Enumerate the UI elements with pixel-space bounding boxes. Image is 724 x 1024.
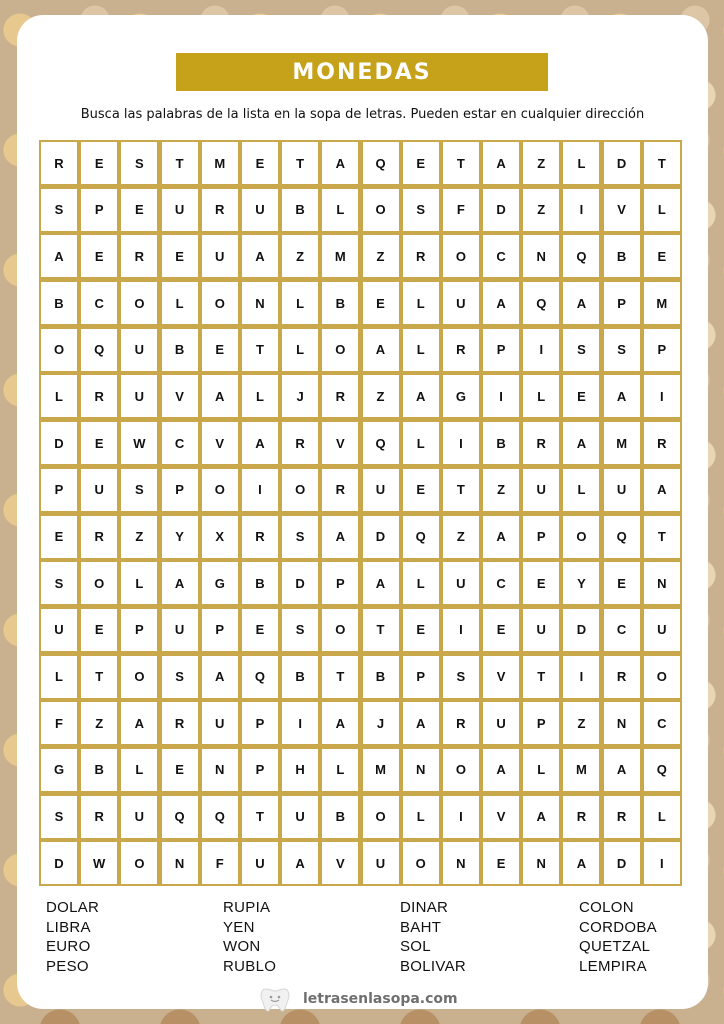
grid-cell: E xyxy=(403,142,439,184)
grid-cell: E xyxy=(162,749,198,791)
grid-cell: B xyxy=(242,562,278,604)
grid-cell: Z xyxy=(563,702,599,744)
word-list-item: BOLIVAR xyxy=(400,957,467,975)
grid-cell: Q xyxy=(162,796,198,838)
grid-cell: S xyxy=(282,516,318,558)
grid-cell: S xyxy=(41,562,77,604)
grid-cell: E xyxy=(644,235,680,277)
grid-cell: Z xyxy=(363,235,399,277)
grid-cell: O xyxy=(363,189,399,231)
grid-cell: A xyxy=(523,796,559,838)
grid-cell: U xyxy=(202,235,238,277)
grid-cell: L xyxy=(282,329,318,371)
grid-cell: H xyxy=(282,749,318,791)
grid-cell: C xyxy=(162,422,198,464)
grid-cell: R xyxy=(443,702,479,744)
grid-cell: E xyxy=(403,609,439,651)
grid-cell: I xyxy=(563,656,599,698)
grid-cell: A xyxy=(202,375,238,417)
grid-cell: S xyxy=(121,469,157,511)
grid-cell: C xyxy=(644,702,680,744)
grid-cell: C xyxy=(483,562,519,604)
site-url: letrasenlasopa.com xyxy=(303,991,458,1007)
word-list-item: RUPIA xyxy=(223,899,271,916)
grid-cell: Q xyxy=(242,656,278,698)
grid-cell: P xyxy=(242,702,278,744)
grid-cell: L xyxy=(563,142,599,184)
grid-cell: N xyxy=(202,749,238,791)
word-list-item: DOLAR xyxy=(46,899,100,916)
grid-cell: S xyxy=(41,189,77,231)
grid-cell: A xyxy=(483,516,519,558)
grid-cell: S xyxy=(41,796,77,838)
grid-cell: X xyxy=(202,516,238,558)
grid-cell: Q xyxy=(644,749,680,791)
word-list-item: EURO xyxy=(46,938,91,955)
grid-cell: M xyxy=(644,282,680,324)
grid-cell: M xyxy=(363,749,399,791)
grid-cell: U xyxy=(121,329,157,371)
grid-cell: T xyxy=(523,656,559,698)
grid-cell: U xyxy=(41,609,77,651)
grid-cell: N xyxy=(403,749,439,791)
grid-cell: O xyxy=(121,656,157,698)
grid-cell: Q xyxy=(604,516,640,558)
instructions-text: Busca las palabras de la lista en la sopa de letras. Pueden estar en cualquier dirección xyxy=(80,107,645,122)
grid-cell: A xyxy=(483,142,519,184)
grid-cell: O xyxy=(644,656,680,698)
grid-cell: S xyxy=(162,656,198,698)
grid-cell: T xyxy=(363,609,399,651)
grid-cell: E xyxy=(604,562,640,604)
grid-cell: L xyxy=(282,282,318,324)
grid-cell: O xyxy=(81,562,117,604)
grid-cell: B xyxy=(483,422,519,464)
grid-cell: I xyxy=(443,796,479,838)
word-list-item: COLON xyxy=(579,899,634,916)
grid-cell: M xyxy=(322,235,358,277)
worksheet xyxy=(17,15,708,1009)
grid-cell: T xyxy=(242,796,278,838)
grid-cell: A xyxy=(563,282,599,324)
grid-cell: V xyxy=(322,842,358,884)
grid-cell: C xyxy=(604,609,640,651)
grid-cell: L xyxy=(322,749,358,791)
grid-cell: S xyxy=(604,329,640,371)
grid-cell: R xyxy=(41,142,77,184)
grid-cell: S xyxy=(282,609,318,651)
grid-cell: E xyxy=(202,329,238,371)
grid-cell: D xyxy=(604,142,640,184)
grid-cell: Z xyxy=(443,516,479,558)
grid-cell: I xyxy=(443,422,479,464)
grid-cell: N xyxy=(443,842,479,884)
grid-cell: U xyxy=(121,375,157,417)
grid-cell: U xyxy=(242,842,278,884)
grid-cell: I xyxy=(644,375,680,417)
grid-cell: B xyxy=(322,796,358,838)
grid-cell: L xyxy=(644,189,680,231)
grid-cell: B xyxy=(322,282,358,324)
grid-cell: A xyxy=(322,702,358,744)
grid-cell: L xyxy=(403,562,439,604)
grid-cell: R xyxy=(604,796,640,838)
grid-cell: I xyxy=(242,469,278,511)
grid-cell: P xyxy=(483,329,519,371)
grid-cell: Y xyxy=(162,516,198,558)
grid-cell: R xyxy=(242,516,278,558)
grid-cell: E xyxy=(81,235,117,277)
grid-cell: U xyxy=(644,609,680,651)
grid-cell: U xyxy=(443,562,479,604)
grid-cell: B xyxy=(282,656,318,698)
grid-cell: L xyxy=(523,375,559,417)
grid-cell: T xyxy=(443,142,479,184)
grid-cell: T xyxy=(242,329,278,371)
grid-cell: U xyxy=(363,469,399,511)
grid-cell: T xyxy=(81,656,117,698)
grid-cell: E xyxy=(162,235,198,277)
grid-cell: W xyxy=(121,422,157,464)
grid-cell: U xyxy=(523,469,559,511)
grid-cell: T xyxy=(282,142,318,184)
letter-grid xyxy=(39,140,682,886)
grid-cell: Q xyxy=(363,422,399,464)
grid-cell: O xyxy=(121,282,157,324)
grid-cell: T xyxy=(322,656,358,698)
grid-cell: E xyxy=(41,516,77,558)
grid-cell: N xyxy=(162,842,198,884)
grid-cell: R xyxy=(322,469,358,511)
grid-cell: P xyxy=(644,329,680,371)
grid-cell: V xyxy=(162,375,198,417)
grid-cell: B xyxy=(81,749,117,791)
grid-cell: A xyxy=(563,422,599,464)
grid-cell: R xyxy=(443,329,479,371)
grid-cell: R xyxy=(202,189,238,231)
grid-cell: L xyxy=(403,422,439,464)
grid-cell: Q xyxy=(523,282,559,324)
grid-cell: U xyxy=(363,842,399,884)
grid-cell: S xyxy=(443,656,479,698)
grid-cell: Q xyxy=(563,235,599,277)
grid-cell: A xyxy=(121,702,157,744)
grid-cell: P xyxy=(81,189,117,231)
grid-cell: N xyxy=(523,842,559,884)
grid-cell: U xyxy=(282,796,318,838)
grid-cell: R xyxy=(81,516,117,558)
grid-cell: V xyxy=(604,189,640,231)
grid-cell: A xyxy=(644,469,680,511)
grid-cell: A xyxy=(483,749,519,791)
grid-cell: A xyxy=(242,422,278,464)
grid-cell: R xyxy=(403,235,439,277)
grid-cell: G xyxy=(443,375,479,417)
grid-cell: L xyxy=(523,749,559,791)
grid-cell: L xyxy=(242,375,278,417)
grid-cell: E xyxy=(242,142,278,184)
grid-cell: P xyxy=(41,469,77,511)
grid-cell: N xyxy=(242,282,278,324)
grid-cell: I xyxy=(282,702,318,744)
grid-cell: N xyxy=(604,702,640,744)
word-list-item: LIBRA xyxy=(46,918,91,936)
grid-cell: E xyxy=(403,469,439,511)
word-list-item: SOL xyxy=(400,938,431,955)
grid-cell: E xyxy=(81,609,117,651)
grid-cell: A xyxy=(282,842,318,884)
grid-cell: N xyxy=(523,235,559,277)
grid-cell: D xyxy=(363,516,399,558)
grid-cell: P xyxy=(523,702,559,744)
grid-cell: V xyxy=(202,422,238,464)
grid-cell: O xyxy=(443,749,479,791)
grid-cell: E xyxy=(563,375,599,417)
grid-cell: T xyxy=(443,469,479,511)
grid-cell: A xyxy=(403,702,439,744)
grid-cell: W xyxy=(81,842,117,884)
grid-cell: R xyxy=(162,702,198,744)
grid-cell: R xyxy=(121,235,157,277)
grid-cell: L xyxy=(403,796,439,838)
grid-cell: U xyxy=(162,189,198,231)
grid-cell: B xyxy=(282,189,318,231)
grid-cell: T xyxy=(162,142,198,184)
grid-cell: R xyxy=(523,422,559,464)
grid-cell: Z xyxy=(81,702,117,744)
grid-cell: E xyxy=(81,422,117,464)
grid-cell: O xyxy=(443,235,479,277)
grid-cell: V xyxy=(322,422,358,464)
grid-cell: L xyxy=(322,189,358,231)
grid-cell: S xyxy=(403,189,439,231)
grid-cell: I xyxy=(644,842,680,884)
grid-cell: P xyxy=(202,609,238,651)
grid-cell: E xyxy=(242,609,278,651)
grid-cell: P xyxy=(162,469,198,511)
grid-cell: O xyxy=(363,796,399,838)
grid-cell: B xyxy=(41,282,77,324)
grid-cell: O xyxy=(121,842,157,884)
grid-cell: O xyxy=(403,842,439,884)
grid-cell: U xyxy=(121,796,157,838)
grid-cell: P xyxy=(604,282,640,324)
grid-cell: A xyxy=(604,749,640,791)
grid-cell: O xyxy=(202,282,238,324)
grid-cell: E xyxy=(483,842,519,884)
grid-cell: A xyxy=(363,329,399,371)
grid-cell: N xyxy=(644,562,680,604)
grid-cell: E xyxy=(81,142,117,184)
grid-cell: O xyxy=(41,329,77,371)
word-list-item: CORDOBA xyxy=(579,918,657,936)
grid-cell: L xyxy=(403,329,439,371)
grid-cell: F xyxy=(202,842,238,884)
grid-cell: A xyxy=(322,516,358,558)
grid-cell: O xyxy=(202,469,238,511)
grid-cell: A xyxy=(563,842,599,884)
grid-cell: L xyxy=(563,469,599,511)
grid-cell: D xyxy=(563,609,599,651)
grid-cell: B xyxy=(604,235,640,277)
grid-cell: A xyxy=(363,562,399,604)
grid-cell: Z xyxy=(282,235,318,277)
grid-cell: D xyxy=(282,562,318,604)
grid-cell: Q xyxy=(81,329,117,371)
grid-cell: E xyxy=(363,282,399,324)
grid-cell: P xyxy=(121,609,157,651)
grid-cell: U xyxy=(523,609,559,651)
grid-cell: L xyxy=(41,375,77,417)
grid-cell: D xyxy=(41,422,77,464)
grid-cell: U xyxy=(162,609,198,651)
page-title: MONEDAS xyxy=(176,53,548,91)
footer xyxy=(257,985,458,1013)
grid-cell: P xyxy=(523,516,559,558)
grid-cell: Q xyxy=(403,516,439,558)
grid-cell: F xyxy=(443,189,479,231)
grid-cell: P xyxy=(242,749,278,791)
word-list-item: WON xyxy=(223,938,261,955)
grid-cell: R xyxy=(604,656,640,698)
grid-cell: M xyxy=(604,422,640,464)
grid-cell: G xyxy=(41,749,77,791)
grid-cell: A xyxy=(202,656,238,698)
grid-cell: A xyxy=(41,235,77,277)
grid-cell: B xyxy=(363,656,399,698)
grid-cell: A xyxy=(403,375,439,417)
word-list-item: LEMPIRA xyxy=(579,957,647,975)
word-list-item: PESO xyxy=(46,957,89,975)
grid-cell: D xyxy=(41,842,77,884)
grid-cell: O xyxy=(563,516,599,558)
grid-cell: E xyxy=(121,189,157,231)
grid-cell: I xyxy=(563,189,599,231)
grid-cell: L xyxy=(644,796,680,838)
word-list-item: YEN xyxy=(223,918,255,936)
grid-cell: V xyxy=(483,656,519,698)
grid-cell: Y xyxy=(563,562,599,604)
grid-cell: Z xyxy=(363,375,399,417)
grid-cell: A xyxy=(162,562,198,604)
grid-cell: B xyxy=(162,329,198,371)
grid-cell: L xyxy=(121,749,157,791)
grid-cell: U xyxy=(443,282,479,324)
grid-cell: C xyxy=(81,282,117,324)
grid-cell: P xyxy=(403,656,439,698)
grid-cell: M xyxy=(202,142,238,184)
grid-cell: Z xyxy=(483,469,519,511)
grid-cell: U xyxy=(242,189,278,231)
grid-cell: R xyxy=(81,796,117,838)
grid-cell: L xyxy=(41,656,77,698)
grid-cell: D xyxy=(604,842,640,884)
grid-cell: U xyxy=(483,702,519,744)
grid-cell: L xyxy=(162,282,198,324)
grid-cell: A xyxy=(483,282,519,324)
grid-cell: G xyxy=(202,562,238,604)
grid-cell: O xyxy=(282,469,318,511)
word-list-item: RUBLO xyxy=(223,957,277,975)
grid-cell: Q xyxy=(202,796,238,838)
grid-cell: R xyxy=(563,796,599,838)
word-list-item: BAHT xyxy=(400,918,442,936)
grid-cell: A xyxy=(604,375,640,417)
grid-cell: Q xyxy=(363,142,399,184)
grid-cell: C xyxy=(483,235,519,277)
grid-cell: Z xyxy=(121,516,157,558)
grid-cell: M xyxy=(563,749,599,791)
grid-cell: U xyxy=(202,702,238,744)
grid-cell: A xyxy=(242,235,278,277)
grid-cell: U xyxy=(604,469,640,511)
grid-cell: L xyxy=(403,282,439,324)
grid-cell: O xyxy=(322,609,358,651)
grid-cell: Z xyxy=(523,189,559,231)
grid-cell: A xyxy=(322,142,358,184)
grid-cell: V xyxy=(483,796,519,838)
grid-cell: T xyxy=(644,516,680,558)
grid-cell: T xyxy=(644,142,680,184)
grid-cell: J xyxy=(282,375,318,417)
grid-cell: E xyxy=(483,609,519,651)
grid-cell: R xyxy=(81,375,117,417)
grid-cell: P xyxy=(322,562,358,604)
grid-cell: I xyxy=(443,609,479,651)
word-list xyxy=(46,898,686,976)
grid-cell: L xyxy=(121,562,157,604)
grid-cell: R xyxy=(282,422,318,464)
grid-cell: Z xyxy=(523,142,559,184)
grid-cell: E xyxy=(523,562,559,604)
grid-cell: J xyxy=(363,702,399,744)
grid-cell: U xyxy=(81,469,117,511)
grid-cell: O xyxy=(322,329,358,371)
grid-cell: S xyxy=(121,142,157,184)
grid-cell: F xyxy=(41,702,77,744)
grid-cell: S xyxy=(563,329,599,371)
grid-cell: I xyxy=(483,375,519,417)
word-list-item: DINAR xyxy=(400,899,449,916)
grid-cell: I xyxy=(523,329,559,371)
grid-cell: D xyxy=(483,189,519,231)
smiling-tooth-icon xyxy=(257,984,293,1014)
word-list-item: QUETZAL xyxy=(579,938,651,955)
grid-cell: R xyxy=(322,375,358,417)
grid-cell: R xyxy=(644,422,680,464)
